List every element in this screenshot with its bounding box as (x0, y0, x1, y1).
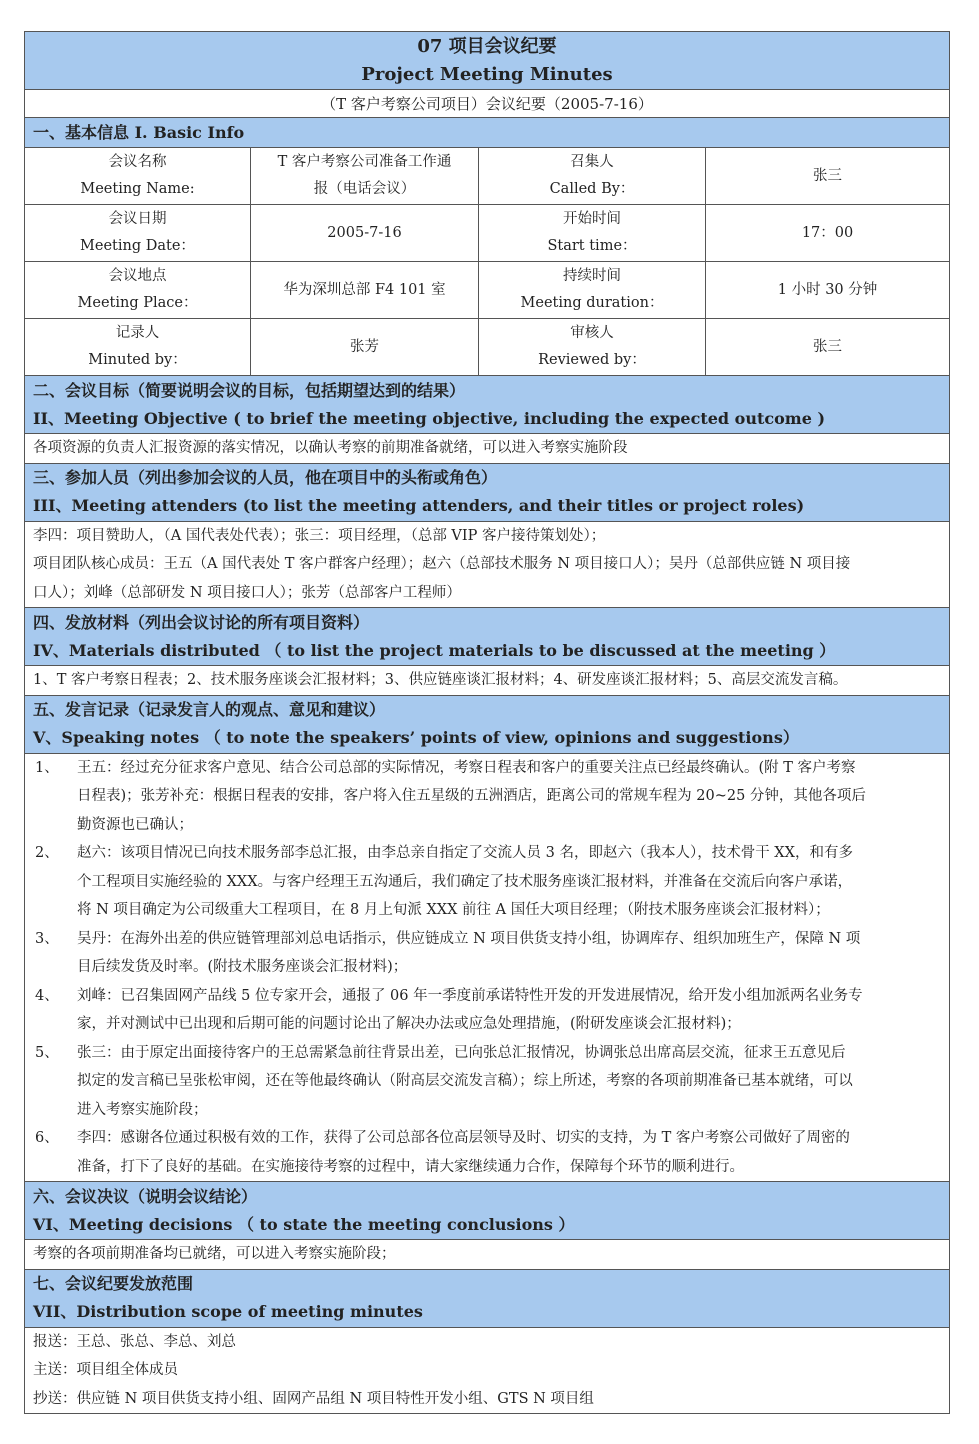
attenders-line: 李四：项目赞助人，（A 国代表处代表）；张三：项目经理，（总部 VIP 客户接待策划处）； (33, 527, 606, 544)
distribution-heading-cn: 七、会议纪要发放范围 (33, 1274, 194, 1293)
note-text (77, 982, 941, 1039)
distribution-line: 报送：王总、张总、李总、刘总 (33, 1333, 236, 1350)
label-minuted-by: 记录人 Minuted by： (25, 319, 251, 376)
materials-heading-cn: 四、发放材料（列出会议讨论的所有项目资料） (33, 612, 370, 632)
objective-body (25, 434, 950, 464)
note-line: 张三：由于原定出面接待客户的王总需紧急前往背景出差，已向张总汇报情况，协调张总出席高层交流，征求王五意见后 (77, 1044, 846, 1061)
materials-heading-en: IV、Materials distributed （ to list the project materials to be discussed at the meeting ） (33, 640, 836, 660)
note-number: 2、 (35, 845, 59, 861)
info-row-meeting-place (25, 262, 950, 319)
note-line: 准备，打下了良好的基础。在实施接待考察的过程中，请大家继续通力合作，保障每个环节的顺利进行。 (77, 1158, 744, 1175)
attenders-line: 项目团队核心成员：王五（A 国代表处 T 客户群客户经理）；赵六（总部技术服务 N 项目接口人）；吴丹（总部供应链 N 项目接 (33, 556, 851, 572)
decisions-text: 考察的各项前期准备均已就绪，可以进入考察实施阶段； (25, 1240, 950, 1270)
speaking-heading-cn: 五、发言记录（记录发言人的观点、意见和建议） (33, 700, 386, 719)
note-line: 日程表)；张芳补充：根据日程表的安排，客户将入住五星级的五洲酒店，距离公司的常规车程为 20~25 分钟，其他各项后 (77, 788, 866, 804)
info-row-meeting-name (25, 148, 950, 205)
section-basic-info-heading (25, 118, 950, 148)
label-meeting-name: 会议名称 Meeting Name: (25, 148, 251, 205)
note-text (77, 925, 941, 982)
title-row (25, 32, 950, 90)
speaking-notes-list (25, 753, 950, 1182)
objective-text: 各项资源的负责人汇报资源的落实情况，以确认考察的前期准备就绪，可以进入考察实施阶段 (25, 434, 950, 464)
speaking-note (33, 754, 941, 840)
distribution-body (25, 1327, 950, 1414)
decisions-heading-cn: 六、会议决议（说明会议结论） (33, 1186, 258, 1206)
title-cn: 07 项目会议纪要 (417, 35, 557, 57)
value-start-time: 17：00 (706, 205, 950, 262)
section-objective-heading (25, 376, 950, 434)
section-materials-heading (25, 608, 950, 666)
objective-heading-en: II、Meeting Objective ( to brief the meeting objective, including the expected outcome ) (33, 408, 826, 428)
section-decisions-heading (25, 1182, 950, 1240)
speaking-note (33, 982, 941, 1039)
label-called-by: 召集人 Called By： (479, 148, 706, 205)
value-meeting-date: 2005-7-16 (251, 205, 479, 262)
attenders-body (25, 521, 950, 608)
note-number: 3、 (35, 930, 59, 947)
materials-body (25, 666, 950, 696)
attenders-heading-en: III、Meeting attenders (to list the meeting attenders, and their titles or project roles) (33, 496, 805, 515)
materials-text: 1、T 客户考察日程表；2、技术服务座谈会汇报材料；3、供应链座谈汇报材料；4、研发座谈汇报材料；5、高层交流发言稿。 (25, 666, 950, 696)
note-line: 王五：经过充分征求客户意见、结合公司总部的实际情况，考察日程表和客户的重要关注点已经最终确认。(附 T 客户考察 (77, 759, 856, 776)
decisions-body (25, 1240, 950, 1270)
distribution-line: 主送：项目组全体成员 (33, 1362, 178, 1378)
note-line: 拟定的发言稿已呈张松审阅，还在等他最终确认（附高层交流发言稿）；综上所述，考察的各项前期准备已基本就绪，可以 (77, 1073, 853, 1089)
note-number: 5、 (35, 1044, 59, 1061)
label-meeting-duration: 持续时间 Meeting duration： (479, 262, 706, 319)
speaking-body (25, 753, 950, 1182)
value-called-by: 张三 (706, 148, 950, 205)
note-line: 个工程项目实施经验的 XXX。与客户经理王五沟通后，我们确定了技术服务座谈汇报材料，并准备在交流后向客户承诺， (77, 873, 853, 890)
note-line: 吴丹：在海外出差的供应链管理部刘总电话指示，供应链成立 N 项目供货支持小组，协调库存、组织加班生产，保障 N 项 (77, 930, 861, 947)
distribution-heading-en: VII、Distribution scope of meeting minutes (33, 1302, 423, 1321)
decisions-heading-en: VI、Meeting decisions （ to state the meeting conclusions ） (33, 1214, 575, 1234)
speaking-heading-en: V、Speaking notes （ to note the speakers’ points of view, opinions and suggestions） (33, 728, 799, 747)
label-reviewed-by: 审核人 Reviewed by： (479, 319, 706, 376)
meeting-minutes-table (24, 31, 950, 1414)
note-line: 将 N 项目确定为公司级重大工程项目，在 8 月上旬派 XXX 前往 A 国任大项目经理；（附技术服务座谈会汇报材料）； (77, 902, 830, 918)
speaking-note (33, 925, 941, 982)
note-line: 目后续发货及时率。(附技术服务座谈会汇报材料)； (77, 959, 408, 975)
objective-heading-cn: 二、会议目标（简要说明会议的目标，包括期望达到的结果） (33, 380, 466, 400)
note-line: 刘峰：已召集固网产品线 5 位专家开会，通报了 06 年一季度前承诺特性开发的开发进展情况，给开发小组加派两名业务专 (77, 987, 863, 1004)
label-meeting-date: 会议日期 Meeting Date： (25, 205, 251, 262)
note-line: 家，并对测试中已出现和后期可能的问题讨论出了解决办法或应急处理措施，(附研发座谈会汇报材料)； (77, 1016, 741, 1032)
note-line: 进入考察实施阶段； (77, 1101, 208, 1118)
note-text (77, 754, 941, 840)
section-speaking-heading (25, 695, 950, 753)
speaking-note (33, 839, 941, 925)
value-reviewed-by: 张三 (706, 319, 950, 376)
label-meeting-place: 会议地点 Meeting Place： (25, 262, 251, 319)
note-line: 赵六：该项目情况已向技术服务部李总汇报，由李总亲自指定了交流人员 3 名，即赵六（我本人），技术骨干 XX，和有多 (77, 845, 853, 861)
title-en: Project Meeting Minutes (361, 63, 613, 85)
label-start-time: 开始时间 Start time： (479, 205, 706, 262)
document-subtitle: （T 客户考察公司项目）会议纪要（2005-7-16） (25, 90, 950, 118)
note-number: 6、 (35, 1130, 59, 1146)
note-text (77, 1124, 941, 1181)
info-row-meeting-date (25, 205, 950, 262)
attenders-line: 口人）；刘峰（总部研发 N 项目接口人）；张芳（总部客户工程师） (33, 584, 461, 601)
document-title (25, 32, 950, 90)
section-heading: 一、基本信息 I. Basic Info (25, 118, 950, 148)
subtitle-row (25, 90, 950, 118)
value-minuted-by: 张芳 (251, 319, 479, 376)
distribution-line: 抄送：供应链 N 项目供货支持小组、固网产品组 N 项目特性开发小组、GTS N 项目组 (33, 1390, 594, 1407)
speaking-note (33, 1039, 941, 1125)
section-distribution-heading (25, 1269, 950, 1327)
value-meeting-place: 华为深圳总部 F4 101 室 (251, 262, 479, 319)
note-text (77, 839, 941, 925)
note-line: 勤资源也已确认； (77, 816, 193, 833)
value-meeting-duration: 1 小时 30 分钟 (706, 262, 950, 319)
note-text (77, 1039, 941, 1125)
note-line: 李四：感谢各位通过积极有效的工作，获得了公司总部各位高层领导及时、切实的支持，为 T 客户考察公司做好了周密的 (77, 1130, 850, 1146)
value-meeting-name: T 客户考察公司准备工作通 报（电话会议） (251, 148, 479, 205)
info-row-minuted-by (25, 319, 950, 376)
speaking-note (33, 1124, 941, 1181)
note-number: 4、 (35, 987, 59, 1004)
attenders-heading-cn: 三、参加人员（列出参加会议的人员，他在项目中的头衔或角色） (33, 468, 498, 487)
section-attenders-heading (25, 463, 950, 521)
note-number: 1、 (35, 759, 59, 776)
